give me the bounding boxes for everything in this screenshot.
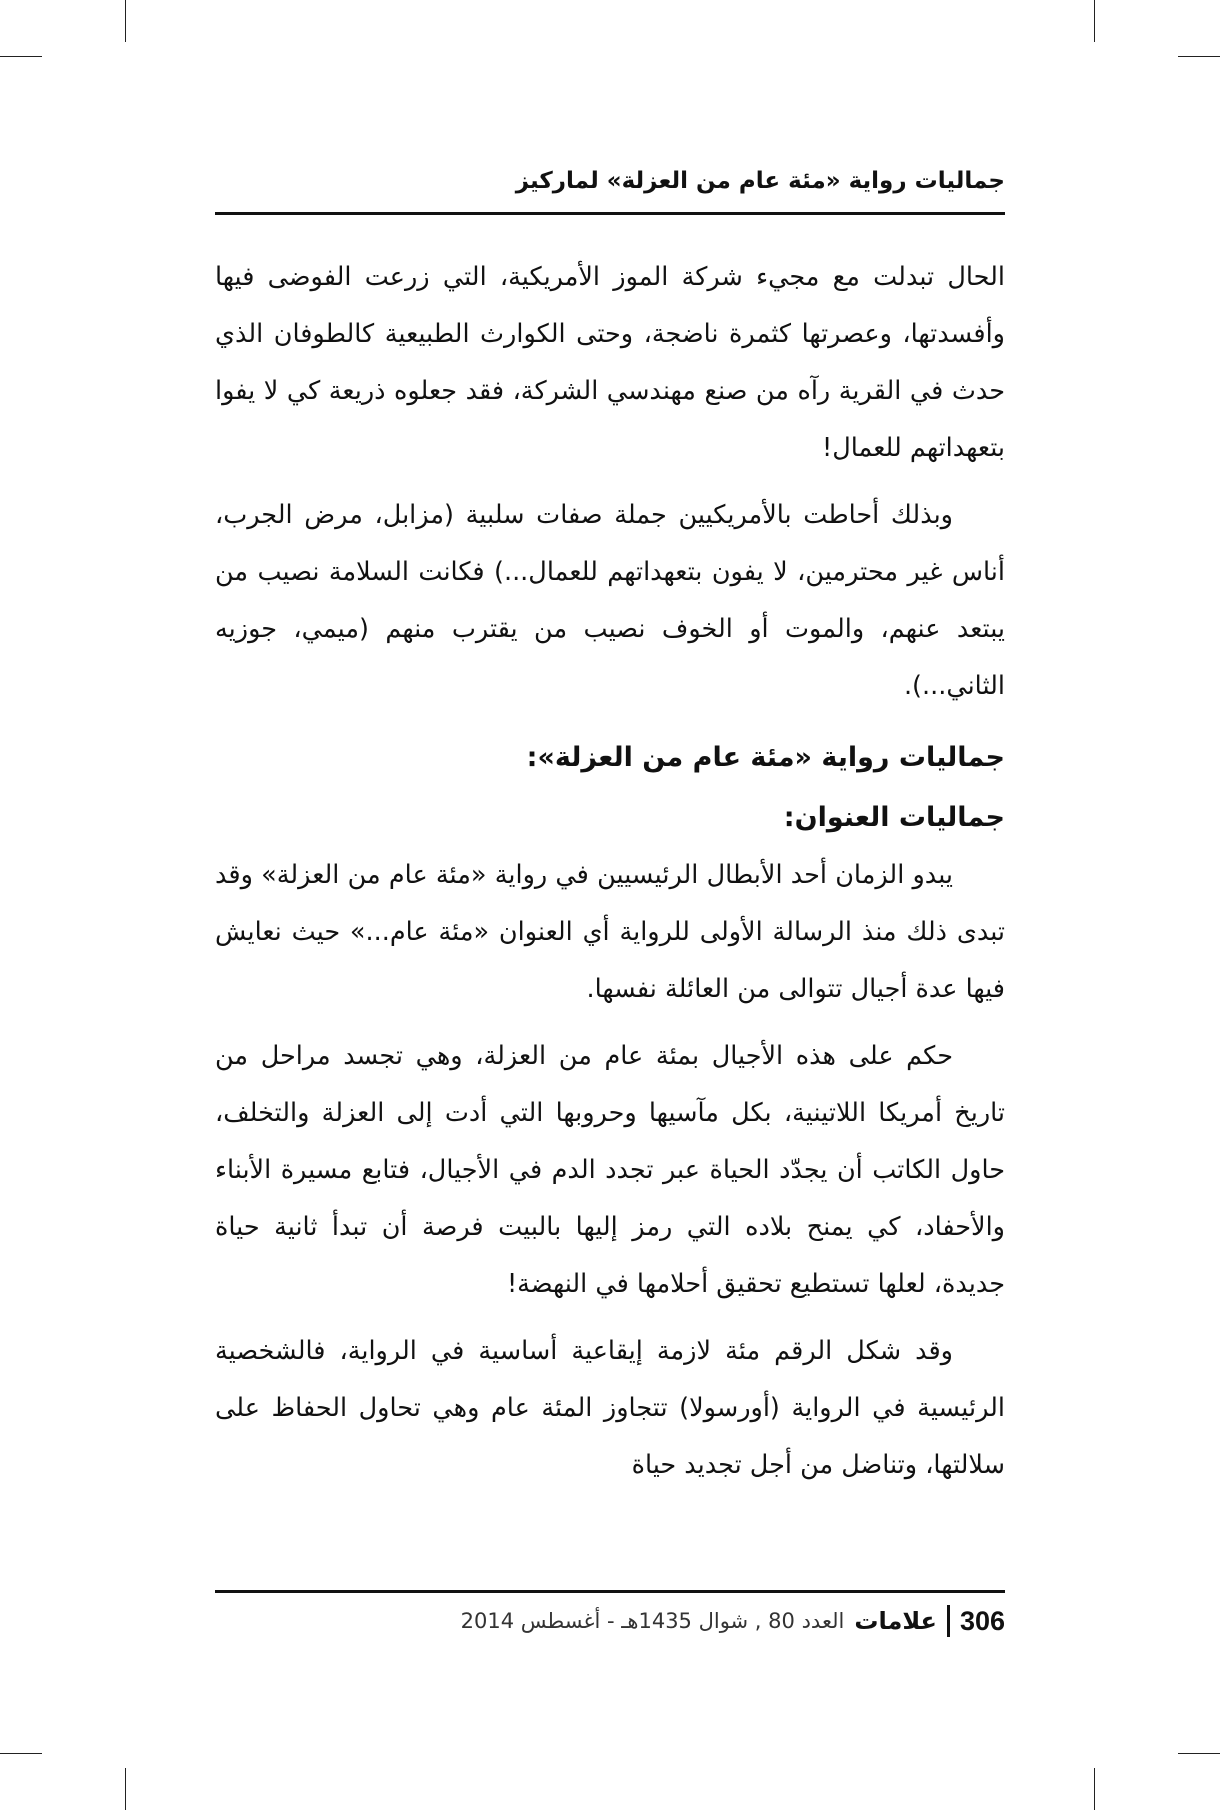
footer-separator bbox=[947, 1605, 950, 1637]
crop-mark-top-left-horizontal bbox=[0, 56, 42, 57]
paragraph-2: وبذلك أحاطت بالأمريكيين جملة صفات سلبية (مزابل، مرض الجرب، أناس غير محترمين، لا يفون بتعهداتهم للعمال...) فكانت السلامة نصيب من يبتعد عنهم، والموت أو الخوف نصيب من يقترب منهم (ميمي، جوزيه الثاني...). bbox=[215, 500, 1005, 701]
section-heading: جماليات رواية «مئة عام من العزلة»: bbox=[526, 742, 1005, 773]
paragraph-5: وقد شكل الرقم مئة لازمة إيقاعية أساسية في الرواية، فالشخصية الرئيسية في الرواية (أورسولا) تتجاوز المئة عام وهي تحاول الحفاظ على سلالتها، وتناضل من أجل تجديد حياة bbox=[215, 1336, 1005, 1480]
crop-mark-bottom-right-vertical bbox=[1094, 1768, 1095, 1810]
subsection-heading: جماليات العنوان: bbox=[783, 802, 1005, 833]
journal-name: علامات bbox=[854, 1607, 937, 1635]
crop-mark-top-right-vertical bbox=[1094, 0, 1095, 42]
crop-mark-bottom-left-horizontal bbox=[0, 1753, 42, 1754]
crop-mark-top-right-horizontal bbox=[1178, 56, 1220, 57]
crop-mark-bottom-left-vertical bbox=[125, 1768, 126, 1810]
page-footer bbox=[215, 1590, 1005, 1653]
issue-info: العدد 80 , شوال 1435هـ - أغسطس 2014 bbox=[460, 1609, 845, 1633]
crop-mark-top-left-vertical bbox=[125, 0, 126, 42]
paragraph-3: يبدو الزمان أحد الأبطال الرئيسيين في رواية «مئة عام من العزلة» وقد تبدى ذلك منذ الرسالة الأولى للرواية أي العنوان «مئة عام...» حيث نعايش فيها عدة أجيال تتوالى من العائلة نفسها. bbox=[215, 860, 1005, 1004]
body-text bbox=[215, 249, 1005, 1494]
running-head: جماليات رواية «مئة عام من العزلة» لماركيز bbox=[215, 160, 1005, 215]
paragraph-1: الحال تبدلت مع مجيء شركة الموز الأمريكية، التي زرعت الفوضى فيها وأفسدتها، وعصرتها كثمرة ناضجة، وحتى الكوارث الطبيعية كالطوفان الذي حدث في القرية رآه من صنع مهندسي الشركة، فقد جعلوه ذريعة كي لا يفوا بتعهداتهم للعمال! bbox=[215, 262, 1005, 463]
paragraph-4: حكم على هذه الأجيال بمئة عام من العزلة، وهي تجسد مراحل من تاريخ أمريكا اللاتينية، بكل مآسيها وحروبها التي أدت إلى العزلة والتخلف، حاول الكاتب أن يجدّد الحياة عبر تجدد الدم في الأجيال، فتابع مسيرة الأبناء والأحفاد، كي يمنح بلاده التي رمز إليها بالبيت فرصة أن تبدأ ثانية حياة جديدة، لعلها تستطيع تحقيق أحلامها في النهضة! bbox=[215, 1041, 1005, 1299]
footer-row bbox=[215, 1605, 1005, 1637]
page-number: 306 bbox=[959, 1605, 1005, 1636]
crop-mark-bottom-right-horizontal bbox=[1178, 1753, 1220, 1754]
page-content bbox=[215, 160, 1005, 1494]
